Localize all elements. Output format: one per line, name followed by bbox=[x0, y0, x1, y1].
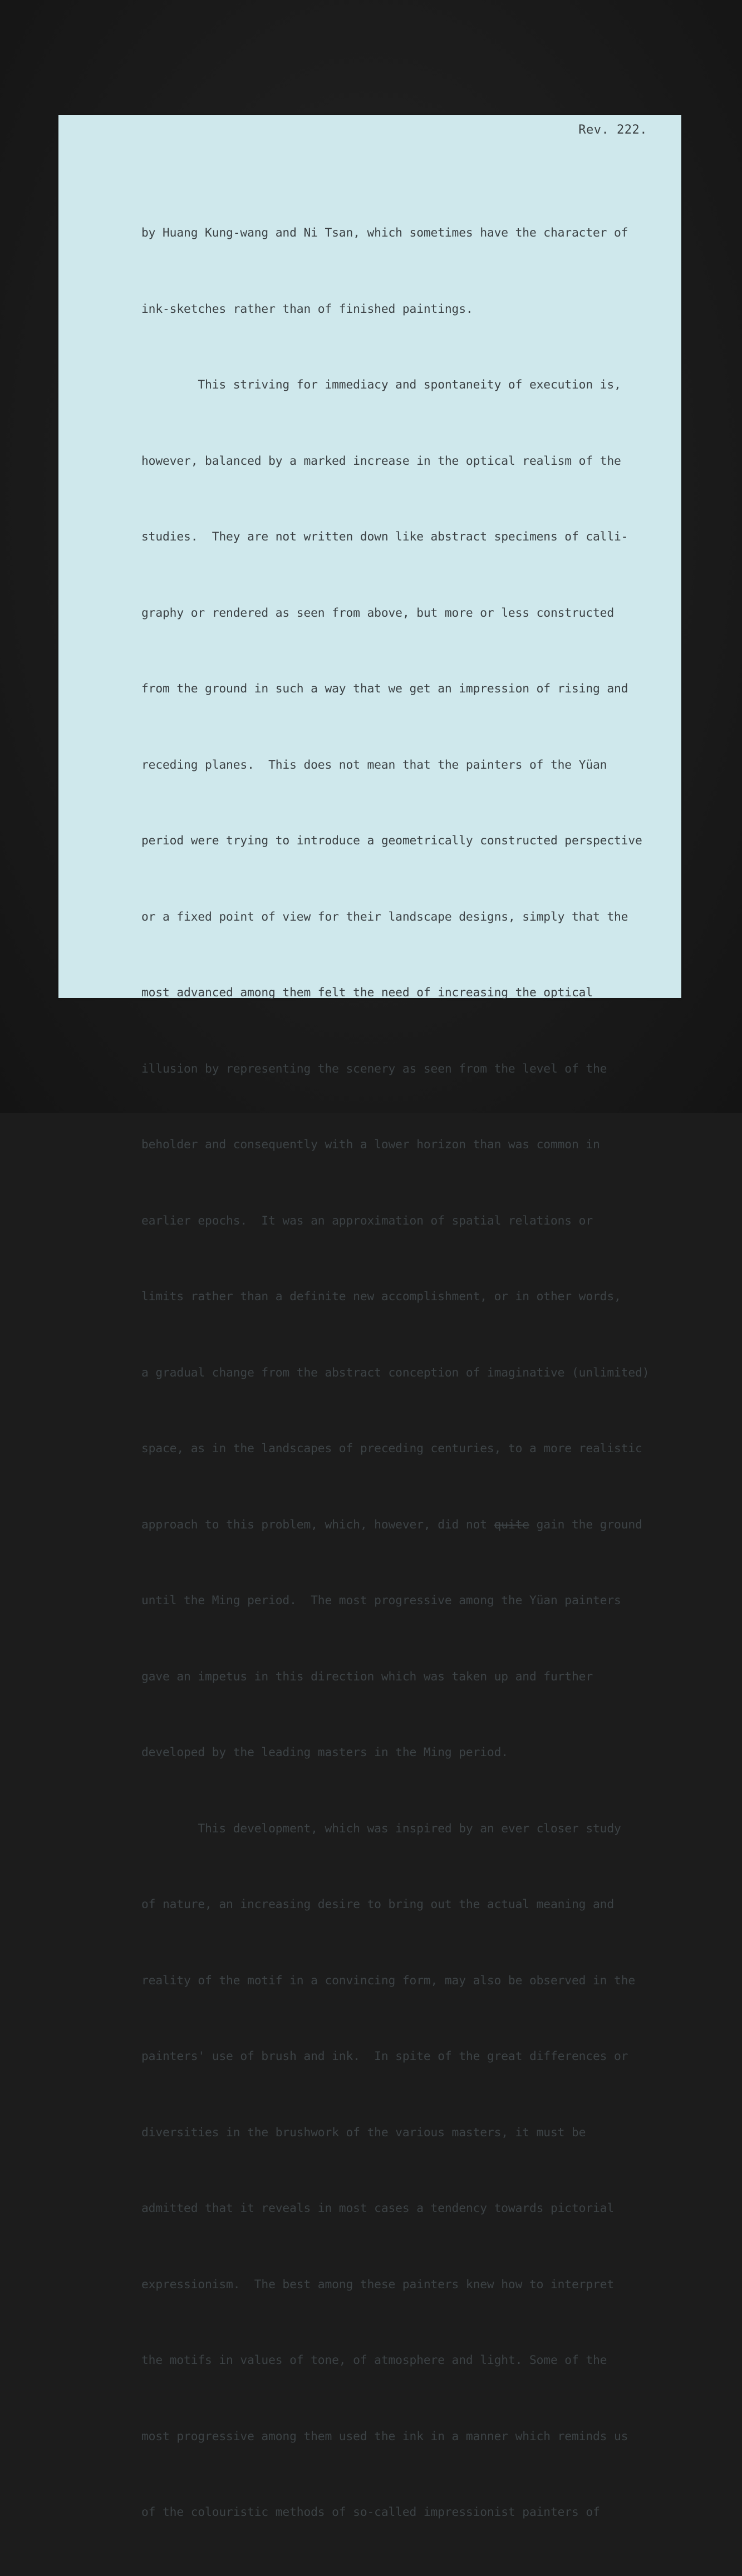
text-line: limits rather than a definite new accomplishment, or in other words, bbox=[141, 1290, 621, 1304]
text-line: from the ground in such a way that we get an impression of rising and bbox=[141, 682, 628, 696]
text-line: of the colouristic methods of so-called impressionist painters of bbox=[141, 2505, 600, 2519]
text-line: until the Ming period. The most progressive among the Yüan painters bbox=[141, 1594, 621, 1607]
text-line-end: gain the ground bbox=[529, 1517, 642, 1532]
text-line: receding planes. This does not mean that the painters of the Yüan bbox=[141, 758, 607, 772]
text-line: most advanced among them felt the need of increasing the optical bbox=[141, 986, 593, 1000]
text-line: This striving for immediacy and spontaneity of execution is, bbox=[141, 378, 621, 392]
page-number: Rev. 222. bbox=[578, 123, 647, 137]
text-line: diversities in the brushwork of the various masters, it must be bbox=[141, 2125, 586, 2140]
text-line: a gradual change from the abstract conception of imaginative (unlimited) bbox=[141, 1365, 650, 1380]
text-line: space, as in the landscapes of preceding centuries, to a more realistic bbox=[141, 1442, 642, 1456]
text-line: however, balanced by a marked increase in the optical realism of the bbox=[141, 454, 621, 468]
text-line: ink-sketches rather than of finished paintings. bbox=[141, 302, 473, 316]
text-line: painters' use of brush and ink. In spite of the great differences or bbox=[141, 2049, 628, 2063]
text-line: studies. They are not written down like abstract specimens of calli- bbox=[141, 530, 628, 544]
text-line: illusion by representing the scenery as seen from the level of the bbox=[141, 1061, 607, 1076]
text-line: period were trying to introduce a geometrically constructed perspective bbox=[141, 834, 642, 848]
text-line: most progressive among them used the ink in a manner which reminds us bbox=[141, 2429, 628, 2444]
text-line: or a fixed point of view for their landscape designs, simply that the bbox=[141, 910, 628, 924]
text-line-with-deletion bbox=[141, 1512, 681, 1538]
text-line-start: approach to this problem, which, however, did not bbox=[141, 1517, 494, 1532]
text-line: of nature, an increasing desire to bring out the actual meaning and bbox=[141, 1897, 615, 1911]
text-line: This development, which was inspired by an ever closer study bbox=[141, 1821, 621, 1836]
text-line: admitted that it reveals in most cases a tendency towards pictorial bbox=[141, 2201, 615, 2215]
text-line: reality of the motif in a convincing form, may also be observed in the bbox=[141, 1973, 636, 1988]
text-line: earlier epochs. It was an approximation of spatial relations or bbox=[141, 1213, 593, 1228]
body-text bbox=[141, 170, 681, 2576]
text-line: the motifs in values of tone, of atmosphere and light. Some of the bbox=[141, 2353, 607, 2367]
text-line: gave an impetus in this direction which was taken up and further bbox=[141, 1669, 593, 1684]
struck-word: quite bbox=[494, 1517, 529, 1532]
text-line: beholder and consequently with a lower horizon than was common in bbox=[141, 1138, 600, 1152]
text-line: graphy or rendered as seen from above, but more or less constructed bbox=[141, 606, 615, 620]
typescript-page bbox=[58, 115, 681, 2519]
text-line: by Huang Kung-wang and Ni Tsan, which sometimes have the character of bbox=[141, 226, 628, 240]
text-line: developed by the leading masters in the Ming period. bbox=[141, 1746, 508, 1759]
text-line: expressionism. The best among these painters knew how to interpret bbox=[141, 2277, 615, 2292]
